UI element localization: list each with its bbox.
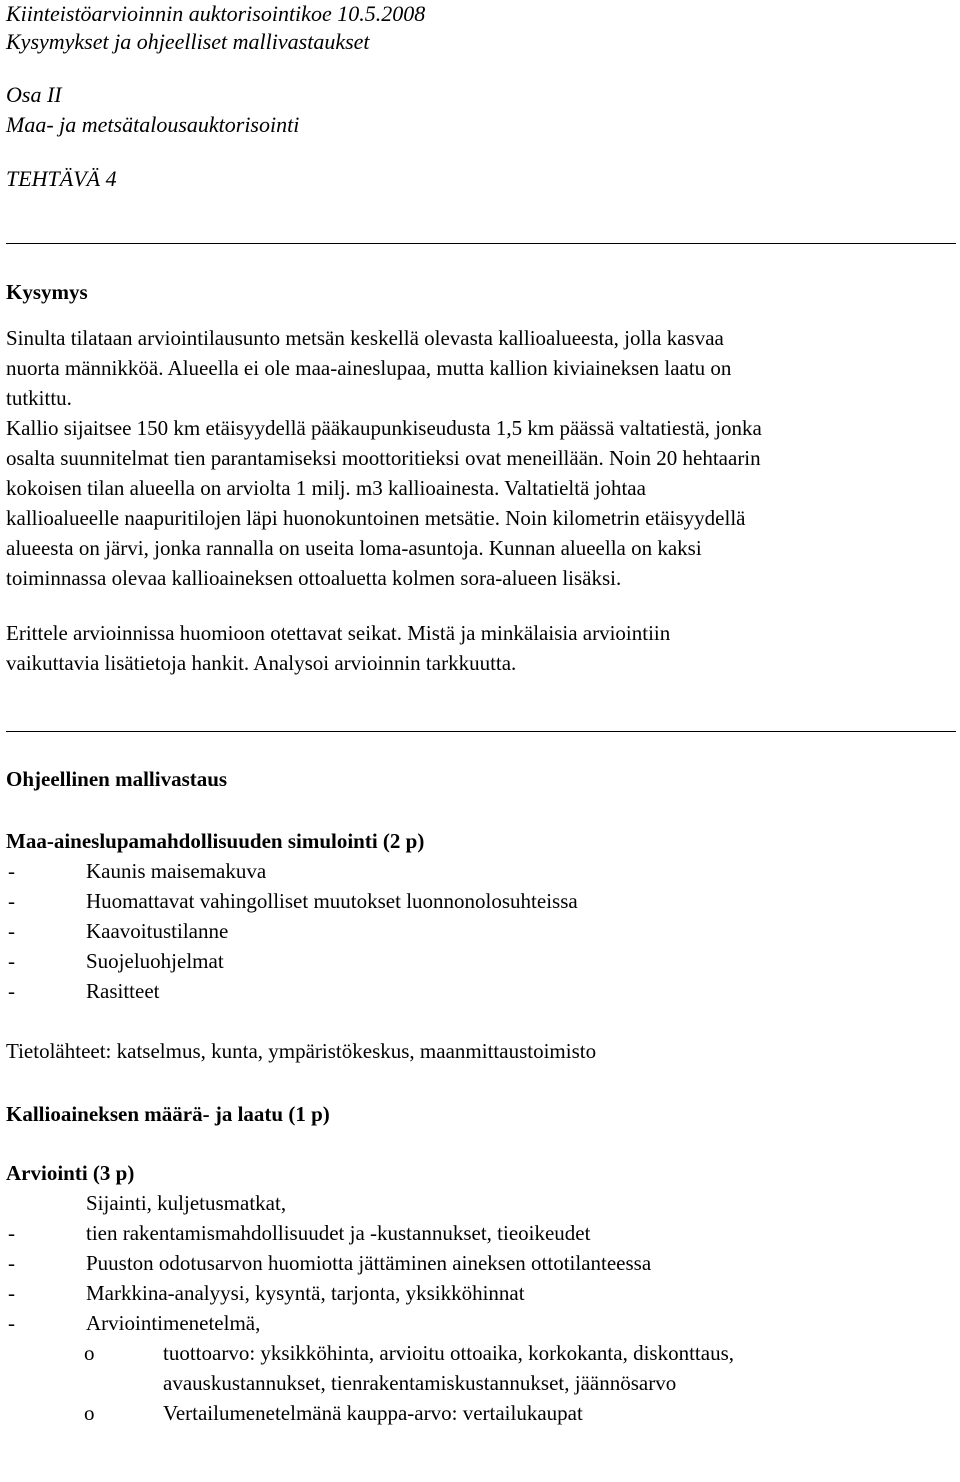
part-heading [6, 80, 956, 140]
question-paragraph-2 [6, 618, 956, 678]
list-item: - Suojeluohjelmat [8, 949, 224, 973]
list-item: - Puuston odotusarvon huomiotta jättäminen aineksen ottotilanteessa [8, 1251, 652, 1275]
question-line: vaikuttavia lisätietoja hankit. Analysoi arvioinnin tarkkuutta. [6, 651, 517, 675]
part-subtitle: Maa- ja metsätalousauktorisointi [6, 112, 300, 137]
part-title: Osa II [6, 82, 62, 107]
question-line: osalta suunnitelmat tien parantamiseksi moottoritieksi ovat meneillään. Noin 20 hehtaarin [6, 446, 761, 470]
header-line-1: Kiinteistöarvioinnin auktorisointikoe 10.5.2008 [6, 1, 426, 26]
list-item: - Kaavoitustilanne [8, 919, 229, 943]
valuation-list [6, 1188, 956, 1428]
section-title-permit: Maa-aineslupamahdollisuuden simulointi (2 p) [6, 829, 425, 853]
question-line: toiminnassa olevaa kallioaineksen ottoaluetta kolmen sora-alueen lisäksi. [6, 566, 622, 590]
separator-line-2 [6, 731, 956, 732]
doc-header [6, 0, 956, 56]
task-title: TEHTÄVÄ 4 [6, 166, 117, 191]
list-item: - Arviointimenetelmä, [8, 1311, 261, 1335]
permit-list [6, 856, 956, 1006]
question-line: nuorta männikköä. Alueella ei ole maa-aineslupaa, mutta kallion kiviaineksen laatu on [6, 356, 732, 380]
question-line: kokoisen tilan alueella on arviolta 1 milj. m3 kallioainesta. Valtatieltä johtaa [6, 476, 646, 500]
question-paragraph-1 [6, 323, 956, 593]
separator-line-1 [6, 243, 956, 244]
header-line-2: Kysymykset ja ohjeelliset mallivastaukset [6, 29, 370, 54]
list-item: - Kaunis maisemakuva [8, 859, 267, 883]
question-line: kallioalueelle naapuritilojen läpi huonokuntoinen metsätie. Noin kilometrin etäisyydellä [6, 506, 746, 530]
question-line: Sinulta tilataan arviointilausunto metsän keskellä olevasta kallioalueesta, jolla kasvaa [6, 326, 724, 350]
sources-line: Tietolähteet: katselmus, kunta, ympäristökeskus, maanmittaustoimisto [6, 1039, 597, 1063]
question-line: alueesta on järvi, jonka rannalla on useita loma-asuntoja. Kunnan alueella on kaksi [6, 536, 702, 560]
question-line: Erittele arvioinnissa huomioon otettavat seikat. Mistä ja minkälaisia arviointiin [6, 621, 671, 645]
list-item: - tien rakentamismahdollisuudet ja -kustannukset, tieoikeudet [8, 1221, 591, 1245]
list-item: - Markkina-analyysi, kysyntä, tarjonta, yksikköhinnat [8, 1281, 525, 1305]
section-title-valuation: Arviointi (3 p) [6, 1161, 135, 1185]
list-item: - Rasitteet [8, 979, 160, 1003]
question-line: Kallio sijaitsee 150 km etäisyydellä pääkaupunkiseudusta 1,5 km päässä valtatiestä, jonka [6, 416, 762, 440]
sub-list-item: o Vertailumenetelmänä kauppa-arvo: vertailukaupat [84, 1401, 583, 1425]
question-line: tutkittu. [6, 386, 72, 410]
list-item: - Huomattavat vahingolliset muutokset luonnonolosuhteissa [8, 889, 578, 913]
sub-list-item: o tuottoarvo: yksikköhinta, arvioitu ottoaika, korkokanta, diskonttaus, avauskustannukset, tienrakentamiskustannukset, jäännösarvo [84, 1341, 734, 1395]
question-heading: Kysymys [6, 280, 88, 304]
document-page [6, 0, 956, 1428]
answer-heading: Ohjeellinen mallivastaus [6, 767, 228, 791]
valuation-intro: Sijainti, kuljetusmatkat, [86, 1191, 287, 1215]
section-title-quantity: Kallioaineksen määrä- ja laatu (1 p) [6, 1102, 330, 1126]
